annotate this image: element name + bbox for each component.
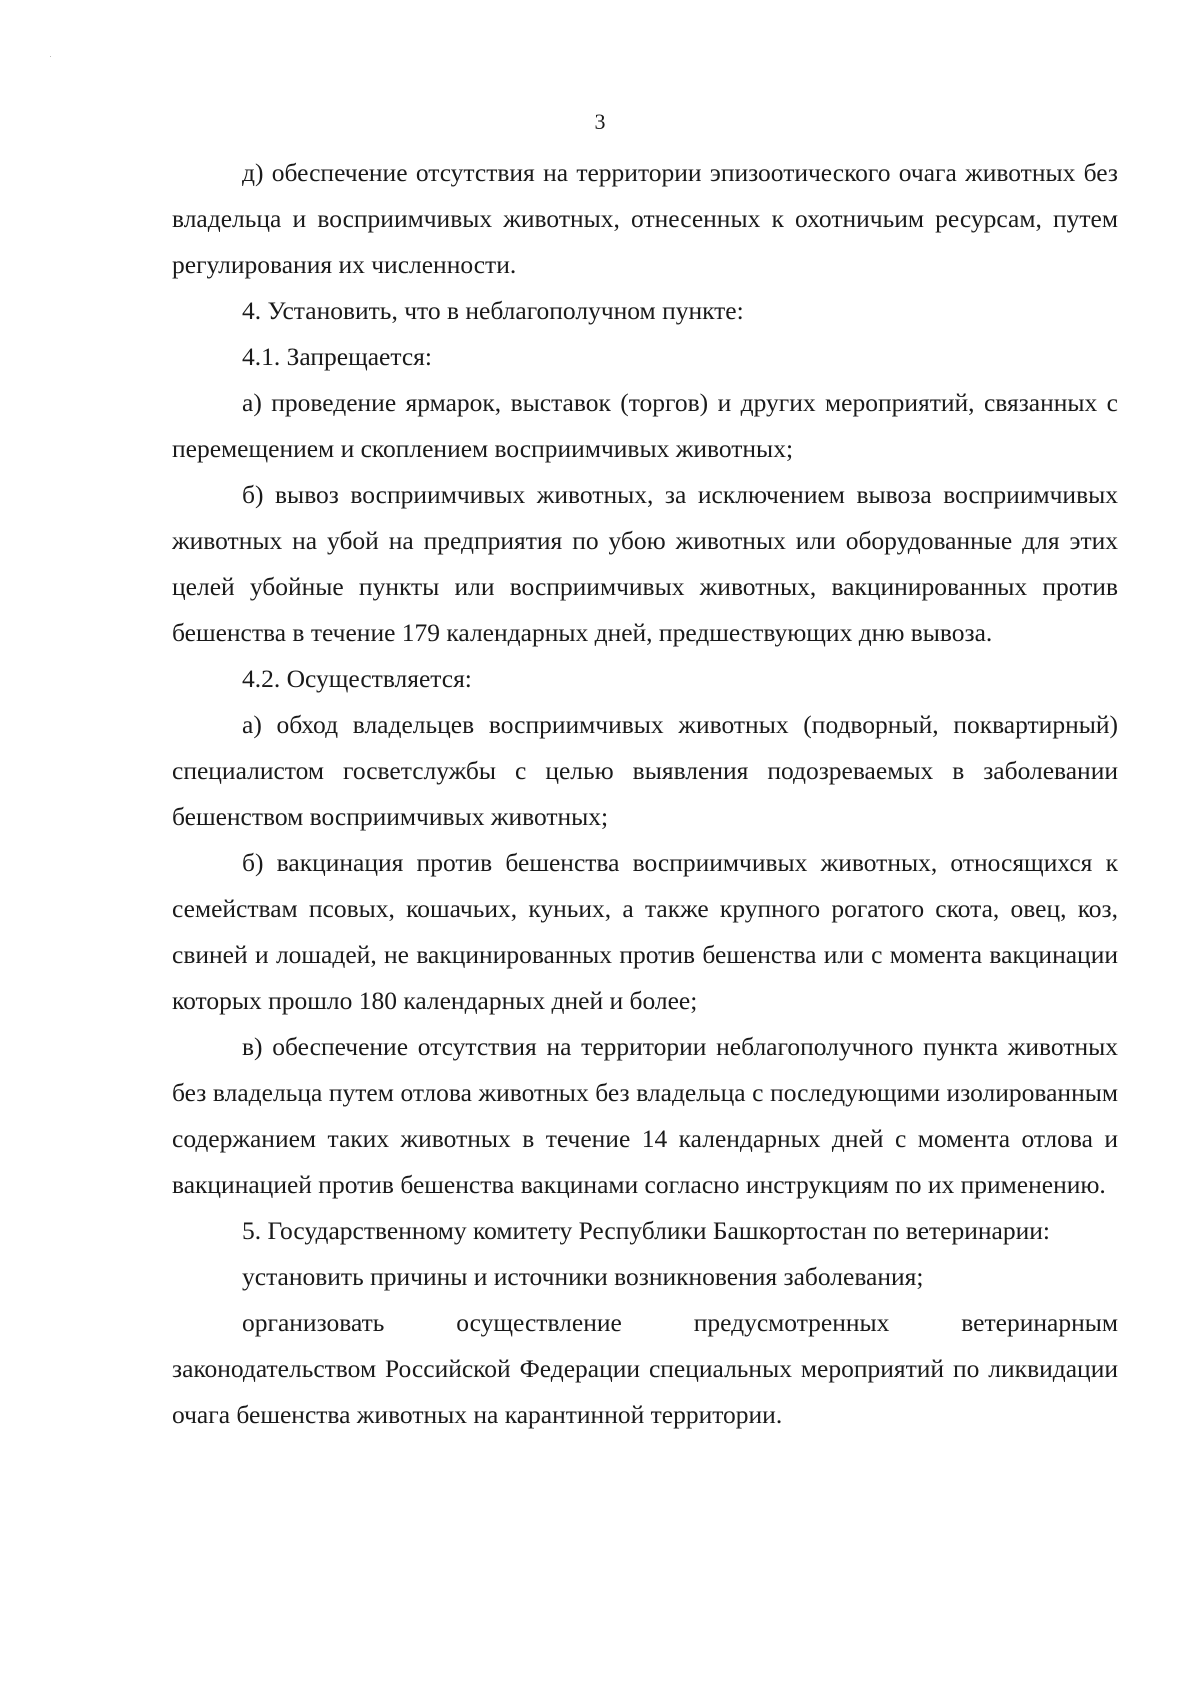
paragraph-4-2-c: в) обеспечение отсутствия на территории неблагополучного пункта животных без владельца путем отлова животных без владельца с последующими изолированным содержанием таких животных в течение 14 календарных дней с момента отлова и вакцинацией против бешенства вакцинами согласно инструкциям по их применению. xyxy=(172,1032,1118,1199)
paragraph-4-1-heading: 4.1. Запрещается: xyxy=(242,342,432,371)
paragraph-4-1-b: б) вывоз восприимчивых животных, за исключением вывоза восприимчивых животных на убой на предприятия по убою животных или оборудованные для этих целей убойные пункты или восприимчивых животных, вакцинированных против бешенства в течение 179 календарных дней, предшествующих дню вывоза. xyxy=(172,480,1118,647)
document-body xyxy=(172,150,1118,1438)
paragraph-4-1-a: а) проведение ярмарок, выставок (торгов) и других мероприятий, связанных с перемещением и скоплением восприимчивых животных; xyxy=(172,388,1118,463)
paragraph-5-establish-causes: установить причины и источники возникновения заболевания; xyxy=(242,1262,924,1291)
page-number: 3 xyxy=(594,109,606,134)
paragraph-4-2-heading: 4.2. Осуществляется: xyxy=(242,664,472,693)
scan-speck xyxy=(50,56,51,57)
paragraph-5-heading: 5. Государственному комитету Республики Башкортостан по ветеринарии: xyxy=(242,1216,1050,1245)
paragraph-4-2-b: б) вакцинация против бешенства восприимчивых животных, относящихся к семействам псовых, кошачьих, куньих, а также крупного рогатого скота, овец, коз, свиней и лошадей, не вакцинированных против бешенства или с момента вакцинации которых прошло 180 календарных дней и более; xyxy=(172,848,1118,1015)
paragraph-5-organize-measures: организовать осуществление предусмотренных ветеринарным законодательством Российской Федерации специальных мероприятий по ликвидации очага бешенства животных на карантинной территории. xyxy=(172,1308,1118,1429)
paragraph-4-heading: 4. Установить, что в неблагополучном пункте: xyxy=(242,296,744,325)
paragraph-d-absence-of-animals: д) обеспечение отсутствия на территории эпизоотического очага животных без владельца и восприимчивых животных, отнесенных к охотничьим ресурсам, путем регулирования их численности. xyxy=(172,158,1118,279)
paragraph-4-2-a: а) обход владельцев восприимчивых животных (подворный, поквартирный) специалистом госветслужбы с целью выявления подозреваемых в заболевании бешенством восприимчивых животных; xyxy=(172,710,1118,831)
